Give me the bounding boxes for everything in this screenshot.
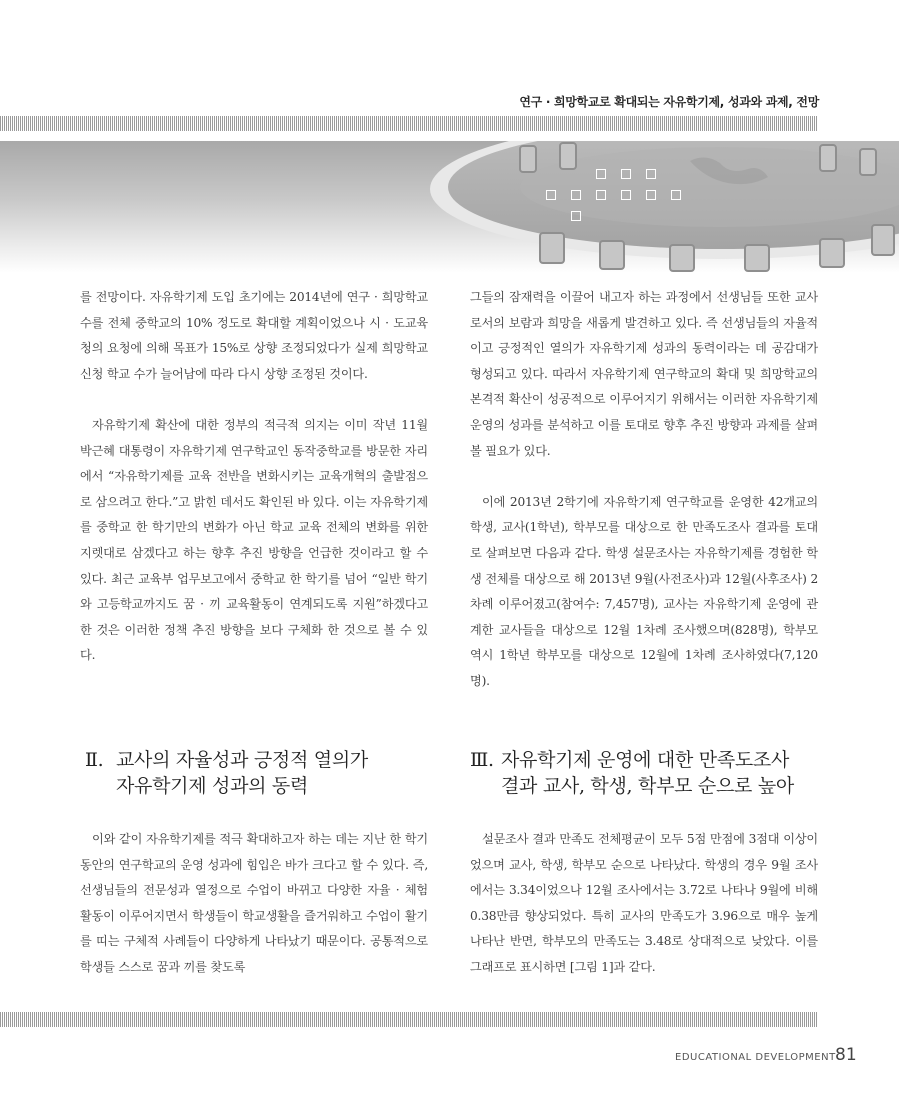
page-number: 81 <box>835 1045 857 1065</box>
body-paragraph: 이와 같이 자유학기제를 적극 확대하고자 하는 데는 지난 한 학기 동안의 연구학교의 운영 성과에 힘입은 바가 크다고 할 수 있다. 즉, 선생님들의 전문성과 열정으로 수업이 바뀌고 다양한 자율 · 체험 활동이 이루어지면서 학생들이 학교생활을 즐거워하고 수업이 활기를 띠는 구체적 사례들이 다양하게 나타났기 때문이다. 공통적으로 학생들 스스로 꿈과 끼를 찾도록 <box>80 832 428 974</box>
box-icon <box>546 190 556 200</box>
body-paragraph: 를 전망이다. 자유학기제 도입 초기에는 2014년에 연구 · 희망학교 수를 전체 중학교의 10% 정도로 확대할 계획이었으나 시 · 도교육청의 요청에 의해 목표가 15%로 상향 조정되었다가 실제 희망학교 신청 학교 수가 늘어남에 따라 다시 상향 조정된 것이다. <box>80 290 428 381</box>
body-paragraph: 이에 2013년 2학기에 자유학기제 연구학교를 운영한 42개교의 학생, 교사(1학년), 학부모를 대상으로 한 만족도조사 결과를 토대로 살펴보면 다음과 같다. 학생 설문조사는 자유학기제를 경험한 학생 전체를 대상으로 해 2013년 9월(사전조사)과 12월(사후조사) 2차례 이루어졌고(참여수: 7,457명), 교사는 자유학기제 운영에 관계한 교사들을 대상으로 12월 1차례 조사했으며(828명), 학부모 역시 1학년 학부모를 대상으로 12월에 1차례 조사하였다(7,120명). <box>470 494 818 688</box>
box-icon <box>596 190 606 200</box>
section-title-line: 자유학기제 운영에 대한 만족도조사 <box>501 749 790 771</box>
section-number: Ⅱ. <box>85 749 104 771</box>
box-icon <box>596 169 606 179</box>
section-heading-line-2: 결과 교사, 학생, 학부모 순으로 높아 <box>501 775 794 797</box>
box-icon <box>646 190 656 200</box>
box-icon <box>571 211 581 221</box>
banner-box-pattern <box>543 166 683 226</box>
section-heading-2 <box>85 747 445 799</box>
body-paragraph: 그들의 잠재력을 이끌어 내고자 하는 과정에서 선생님들 또한 교사로서의 보람과 희망을 새롭게 발견하고 있다. 즉 선생님들의 자율적이고 긍정적인 열의가 자유학기제 성과의 동력이라는 데 공감대가 형성되고 있다. 따라서 자유학기제 연구학교의 확대 및 희망학교의 본격적 확산이 성공적으로 이루어지기 위해서는 이러한 자유학기제 운영의 성과를 분석하고 이를 토대로 향후 추진 방향과 과제를 살펴볼 필요가 있다. <box>470 290 818 458</box>
footer-rule <box>0 1012 818 1027</box>
section-heading-line-1 <box>85 747 445 773</box>
section-title-line: 교사의 자율성과 긍정적 열의가 <box>116 749 368 771</box>
box-icon <box>571 190 581 200</box>
conference-table-illustration <box>0 141 899 273</box>
running-header-title: 연구 · 희망학교로 확대되는 자유학기제, 성과와 과제, 전망 <box>519 95 819 109</box>
section-heading-line-2: 자유학기제 성과의 동력 <box>116 775 309 797</box>
body-paragraph: 자유학기제 확산에 대한 정부의 적극적 의지는 이미 작년 11월 박근혜 대통령이 자유학기제 연구학교인 동작중학교를 방문한 자리에서 “자유학기제를 교육 전반을 변화시키는 교육개혁의 출발점으로 삼으려고 한다.”고 밝힌 데서도 확인된 바 있다. 이는 자유학기제를 중학교 한 학기만의 변화가 아닌 학교 교육 전체의 변화를 위한 지렛대로 삼겠다고 하는 향후 추진 방향을 언급한 것이라고 할 수 있다. 최근 교육부 업무보고에서 중학교 한 학기를 넘어 “일반 학기와 고등학교까지도 꿈 · 끼 교육활동이 연계되도록 지원”하겠다고 한 것은 이러한 정책 추진 방향을 보다 구체화 한 것으로 볼 수 있다. <box>80 417 428 663</box>
section-heading-line-1 <box>470 747 830 773</box>
box-icon <box>621 190 631 200</box>
right-column-body <box>470 285 818 695</box>
box-icon <box>621 169 631 179</box>
left-column-body <box>80 285 428 669</box>
section-number: Ⅲ. <box>470 749 494 771</box>
footer-publication-label: EDUCATIONAL DEVELOPMENT <box>675 1052 836 1063</box>
section-heading-3 <box>470 747 830 799</box>
banner-image <box>0 141 899 273</box>
section-2-body <box>80 827 428 981</box>
header-rule <box>0 116 818 131</box>
section-3-body <box>470 827 818 981</box>
box-icon <box>671 190 681 200</box>
body-paragraph: 설문조사 결과 만족도 전체평균이 모두 5점 만점에 3점대 이상이었으며 교사, 학생, 학부모 순으로 나타났다. 학생의 경우 9월 조사에서는 3.34이었으나 12월 조사에서는 3.72로 나타나 9월에 비해 0.38만큼 향상되었다. 특히 교사의 만족도가 3.96으로 매우 높게 나타난 반면, 학부모의 만족도는 3.48로 상대적으로 낮았다. 이를 그래프로 표시하면 [그림 1]과 같다. <box>470 832 818 974</box>
box-icon <box>646 169 656 179</box>
